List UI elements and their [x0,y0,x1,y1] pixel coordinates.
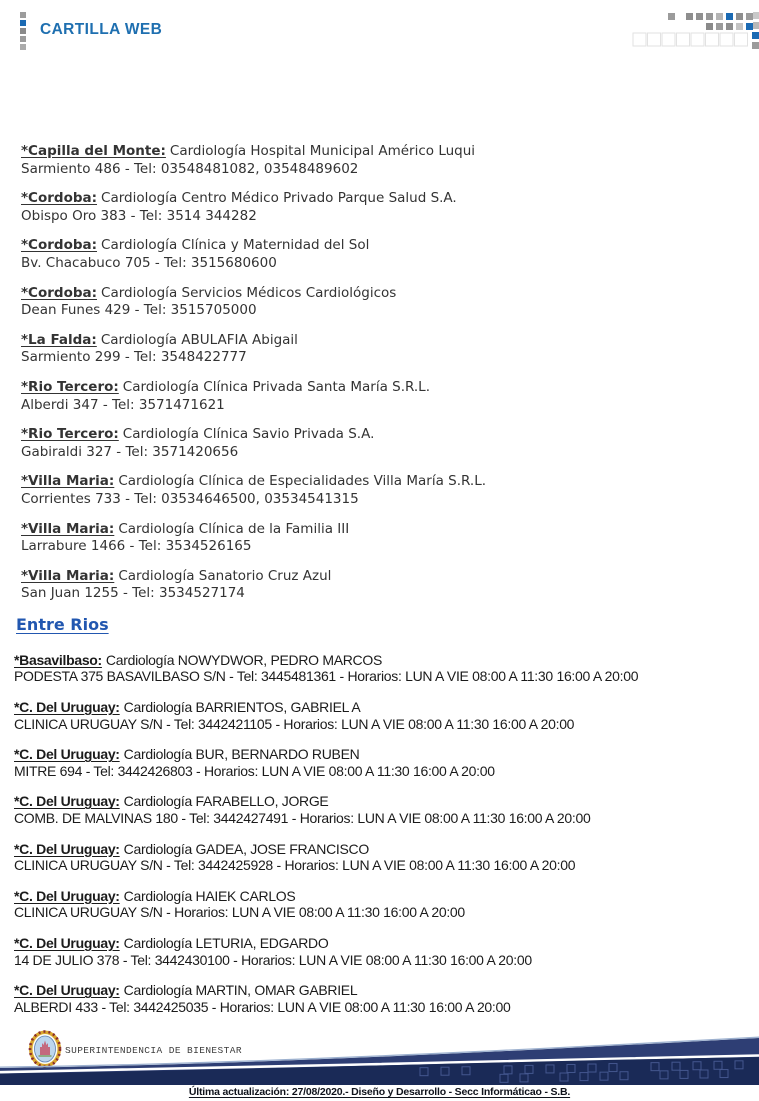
page-title: CARTILLA WEB [40,21,163,38]
footer-wave-graphic [0,1032,759,1085]
provider-entry [14,935,759,968]
provider-details: 14 DE JULIO 378 - Tel: 3442430100 - Horarios: LUN A VIE 08:00 A 11:30 16:00 A 20:00 [14,951,532,968]
provider-info: Cardiología GADEA, JOSE FRANCISCO [123,840,369,857]
provider-entry [14,746,759,779]
provider-city: *C. Del Uruguay: [14,793,120,810]
provider-info: Cardiología NOWYDWOR, PEDRO MARCOS [105,651,382,668]
provider-info: Cardiología Servicios Médicos Cardiológicos [101,284,397,301]
provider-details: CLINICA URUGUAY S/N - Tel: 3442425928 - Horarios: LUN A VIE 08:00 A 11:30 16:00 A 20:00 [14,857,576,874]
provider-details: MITRE 694 - Tel: 3442426803 - Horarios: LUN A VIE 08:00 A 11:30 16:00 A 20:00 [14,762,495,779]
provider-entry [21,285,759,320]
provider-city: *Cordoba: [21,190,98,207]
provider-details: Corrientes 733 - Tel: 03534646500, 03534541315 [21,490,359,507]
provider-city: *C. Del Uruguay: [14,887,120,904]
provider-info: Cardiología Hospital Municipal Américo Luqui [169,143,476,159]
provider-entry [21,426,759,461]
provider-entry [21,379,759,414]
provider-details: Sarmiento 486 - Tel: 03548481082, 03548489602 [21,160,359,177]
provider-details: Dean Funes 429 - Tel: 3515705000 [21,302,257,319]
provider-info: Cardiología Clínica de Especialidades Villa María S.R.L. [118,473,487,490]
provider-details: ALBERDI 433 - Tel: 3442425035 - Horarios: LUN A VIE 08:00 A 11:30 16:00 A 20:00 [14,998,511,1015]
provider-entry [21,521,759,556]
provider-info: Cardiología BARRIENTOS, GABRIEL A [123,699,361,716]
provider-info: Cardiología Sanatorio Cruz Azul [118,567,332,584]
provider-details: CLINICA URUGUAY S/N - Horarios: LUN A VIE 08:00 A 11:30 16:00 A 20:00 [14,904,465,921]
provider-entry [21,473,759,508]
provider-city: *Villa Maria: [21,567,115,584]
provider-details: CLINICA URUGUAY S/N - Tel: 3442421105 - Horarios: LUN A VIE 08:00 A 11:30 16:00 A 20:00 [14,715,575,732]
provider-city: *C. Del Uruguay: [14,982,120,999]
provider-details: Alberdi 347 - Tel: 3571471621 [21,396,225,413]
provider-entry [14,888,759,921]
provider-info: Cardiología MARTIN, OMAR GABRIEL [123,982,358,999]
provider-city: *Cordoba: [21,237,98,254]
provider-entry [21,332,759,367]
provider-info: Cardiología ABULAFIA Abigail [100,331,298,348]
provider-entry [14,652,759,685]
provider-info: Cardiología Centro Médico Privado Parque Salud S.A. [101,190,457,207]
provider-info: Cardiología FARABELLO, JORGE [123,793,329,810]
provider-info: Cardiología Clínica de la Familia III [118,520,350,537]
provider-entry [21,568,759,603]
entre-rios-section [14,652,759,1016]
provider-info: Cardiología Clínica y Maternidad del Sol [101,237,370,254]
provider-details: Sarmiento 299 - Tel: 3548422777 [21,349,247,366]
provider-city: *Cordoba: [21,284,98,301]
provider-info: Cardiología LETURIA, EDGARDO [123,935,329,951]
provider-city: *Capilla del Monte: [21,143,166,159]
provider-entry [14,699,759,732]
provider-city: *Villa Maria: [21,473,115,490]
provider-details: Larrabure 1466 - Tel: 3534526165 [21,538,252,555]
provider-city: *C. Del Uruguay: [14,935,120,951]
provider-city: *La Falda: [21,331,97,348]
provider-entry [14,841,759,874]
provider-city: *C. Del Uruguay: [14,699,120,716]
provider-details: Obispo Oro 383 - Tel: 3514 344282 [21,207,257,224]
provider-city: *Rio Tercero: [21,426,119,443]
provider-details: Bv. Chacabuco 705 - Tel: 3515680600 [21,254,277,271]
provider-details: PODESTA 375 BASAVILBASO S/N - Tel: 3445481361 - Horarios: LUN A VIE 08:00 A 11:30 16:00 A 20:00 [14,668,639,685]
org-name: SUPERINTENDENCIA DE BIENESTAR [65,1045,242,1056]
provider-city: *C. Del Uruguay: [14,746,120,763]
provider-info: Cardiología BUR, BERNARDO RUBEN [123,746,360,763]
provider-entry [21,190,759,225]
provider-details: San Juan 1255 - Tel: 3534527174 [21,585,245,602]
provider-entry [14,793,759,826]
last-update-line: Última actualización: 27/08/2020.- Diseño y Desarrollo - Secc Informáticao - S.B. [188,1086,571,1098]
provider-city: *Villa Maria: [21,520,115,537]
provider-city: *C. Del Uruguay: [14,840,120,857]
provider-entry [21,237,759,272]
provider-info: Cardiología Clínica Privada Santa María S.R.L. [122,378,430,395]
provider-city: *Basavilbaso: [14,651,102,668]
provider-entry [14,982,759,1015]
page-footer [0,1028,759,1101]
provider-info: Cardiología Clínica Savio Privada S.A. [122,426,375,443]
provider-details: Gabiraldi 327 - Tel: 3571420656 [21,443,239,460]
provider-city: *Rio Tercero: [21,378,119,395]
section-title-entre-rios: Entre Rios [16,614,109,634]
provider-info: Cardiología HAIEK CARLOS [123,887,296,904]
cordoba-section [21,143,759,603]
provider-details: COMB. DE MALVINAS 180 - Tel: 3442427491 - Horarios: LUN A VIE 08:00 A 11:30 16:00 A 20:00 [14,810,591,827]
provider-entry [21,143,759,178]
